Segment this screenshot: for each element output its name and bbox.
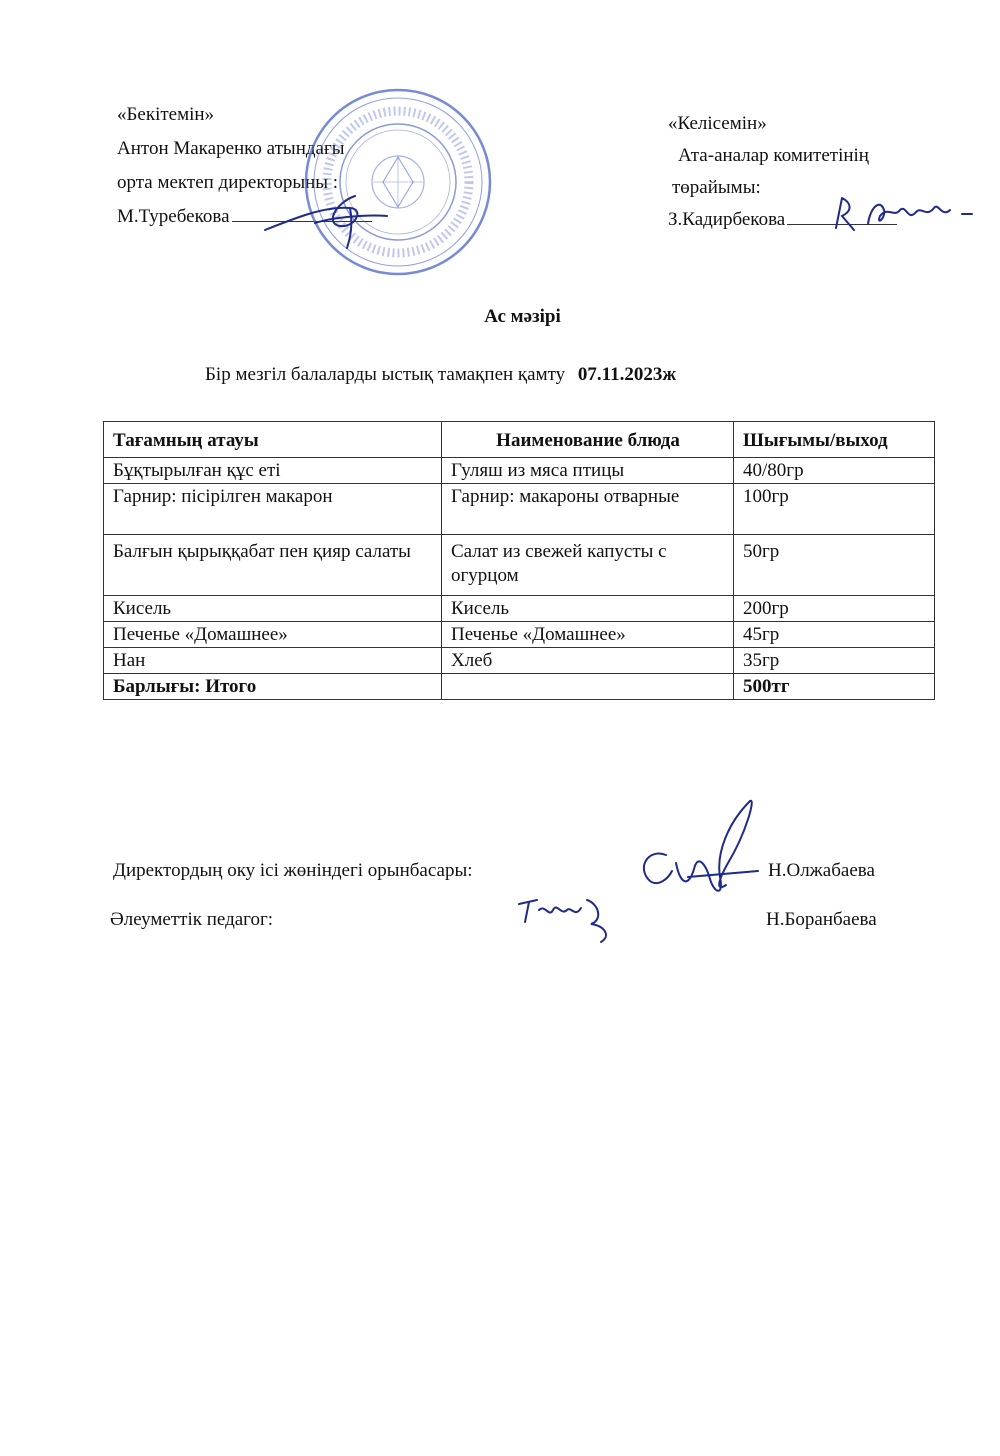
cell-dish-ru: Хлеб	[442, 648, 734, 674]
deputy-name: Н.Олжабаева	[768, 860, 875, 881]
cell-output: 40/80гр	[734, 458, 935, 484]
subtitle-date: 07.11.2023ж	[577, 364, 677, 385]
cell-dish-kz: Бұқтырылған құс еті	[104, 458, 442, 484]
pedagog-name: Н.Боранбаева	[766, 909, 877, 930]
cell-dish-ru: Гуляш из мяса птицы	[442, 458, 734, 484]
cell-output: 200гр	[734, 596, 935, 622]
header-dish-kz: Тағамның атауы	[104, 422, 442, 458]
cell-dish-kz: Балғын қырыққабат пен қияр салаты	[104, 535, 442, 596]
table-total-row	[104, 674, 935, 700]
agreement-signer-name: З.Кадирбекова	[668, 209, 786, 230]
table-row	[104, 458, 935, 484]
table-header-row	[104, 422, 935, 458]
total-value: 500тг	[734, 674, 935, 700]
total-empty	[442, 674, 734, 700]
menu-table	[103, 421, 935, 700]
table-row	[104, 596, 935, 622]
cell-output: 50гр	[734, 535, 935, 596]
table-row	[104, 484, 935, 535]
pedagog-label: Әлеуметтік педагог:	[110, 909, 274, 930]
cell-dish-ru: Печенье «Домашнее»	[442, 622, 734, 648]
cell-dish-kz: Печенье «Домашнее»	[104, 622, 442, 648]
cell-output: 35гр	[734, 648, 935, 674]
director-signature-icon	[255, 178, 395, 253]
total-label: Барлығы: Итого	[104, 674, 442, 700]
page-title: Ас мәзірі	[484, 306, 561, 327]
cell-dish-ru: Кисель	[442, 596, 734, 622]
committee-signature-icon	[828, 188, 978, 238]
cell-dish-kz: Кисель	[104, 596, 442, 622]
agreement-line-2: төрайымы:	[672, 177, 761, 198]
pedagog-signature-icon	[515, 890, 620, 945]
cell-dish-ru: Гарнир: макароны отварные	[442, 484, 734, 535]
deputy-label: Директордың оку ісі жөніндегі орынбасары:	[113, 860, 473, 881]
table-row	[104, 535, 935, 596]
approval-signer-name: М.Туребекова	[117, 206, 230, 227]
cell-output: 45гр	[734, 622, 935, 648]
agreement-line-1: Ата-аналар комитетінің	[678, 145, 869, 166]
approval-line-1: Антон Макаренко атындағы	[117, 138, 345, 159]
cell-dish-kz: Нан	[104, 648, 442, 674]
approval-line-2: орта мектеп директорыны :	[117, 172, 339, 193]
cell-dish-kz: Гарнир: пісірілген макарон	[104, 484, 442, 535]
deputy-signature-icon	[628, 793, 763, 908]
approval-heading: «Бекітемін»	[117, 104, 215, 125]
agreement-heading: «Келісемін»	[668, 113, 767, 134]
cell-dish-ru: Салат из свежей капусты с огурцом	[442, 535, 734, 596]
table-row	[104, 648, 935, 674]
cell-output: 100гр	[734, 484, 935, 535]
page-subtitle	[205, 364, 676, 386]
table-row	[104, 622, 935, 648]
subtitle-text: Бір мезгіл балаларды ыстық тамақпен қамту	[205, 364, 566, 385]
header-dish-ru: Наименование блюда	[442, 422, 734, 458]
header-output: Шығымы/выход	[734, 422, 935, 458]
